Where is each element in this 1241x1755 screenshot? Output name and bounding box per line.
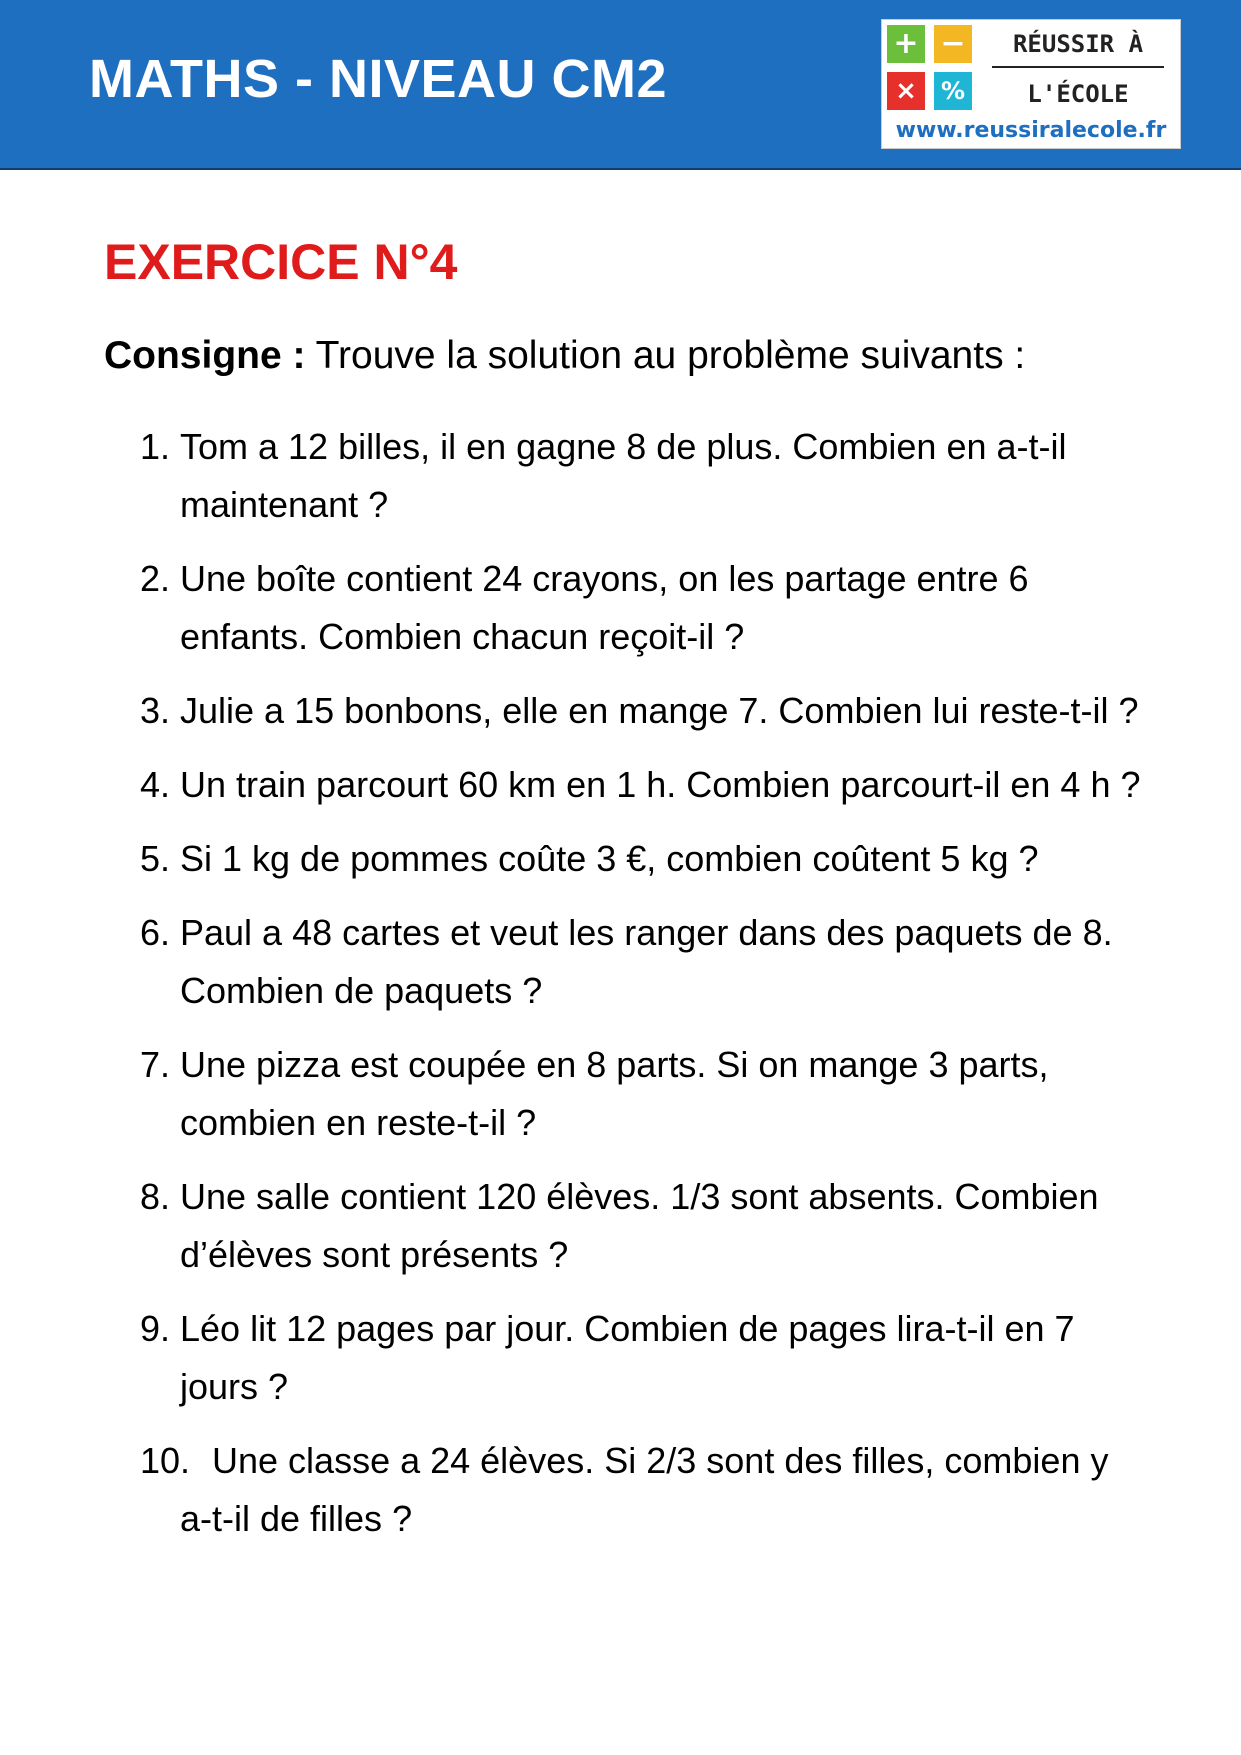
percent-icon: % [934,72,972,110]
problem-item [140,830,1150,888]
problem-item [140,1036,1150,1152]
logo-line-1: RÉUSSIR À [1012,30,1144,58]
problem-number: 3. [140,690,171,731]
problem-number: 4. [140,764,171,805]
problem-list [140,418,1150,1564]
problem-text: Une pizza est coupée en 8 parts. Si on mange 3 parts, combien en reste-t-il ? [180,1044,1049,1143]
problem-number: 9. [140,1308,171,1349]
problem-number: 10. [140,1440,191,1481]
problem-item [140,1168,1150,1284]
problem-number: 2. [140,558,171,599]
instruction-text: Trouve la solution au problème suivants : [315,334,1026,377]
problem-text: Si 1 kg de pommes coûte 3 €, combien coûtent 5 kg ? [180,838,1039,879]
site-logo [881,19,1181,149]
logo-divider [992,66,1164,68]
problem-item [140,1300,1150,1416]
problem-number: 5. [140,838,171,879]
problem-number: 7. [140,1044,171,1085]
problem-text: Un train parcourt 60 km en 1 h. Combien parcourt-il en 4 h ? [180,764,1141,805]
problem-text: Une classe a 24 élèves. Si 2/3 sont des filles, combien y a-t-il de filles ? [180,1440,1109,1539]
instruction-label: Consigne : [104,334,306,377]
problem-text: Julie a 15 bonbons, elle en mange 7. Combien lui reste-t-il ? [180,690,1139,731]
problem-item [140,904,1150,1020]
page-header [0,0,1241,170]
problem-number: 1. [140,426,171,467]
problem-item [140,682,1150,740]
problem-item [140,756,1150,814]
problem-number: 6. [140,912,171,953]
logo-url-link[interactable]: www.reussiralecole.fr [895,118,1167,143]
times-icon: × [887,72,925,110]
problem-text: Une salle contient 120 élèves. 1/3 sont absents. Combien d’élèves sont présents ? [180,1176,1099,1275]
minus-icon: − [934,25,972,63]
problem-text: Une boîte contient 24 crayons, on les partage entre 6 enfants. Combien chacun reçoit-il ? [180,558,1029,657]
logo-line-2: L'ÉCOLE [1027,80,1129,108]
problem-item [140,1432,1150,1548]
problem-text: Paul a 48 cartes et veut les ranger dans des paquets de 8. Combien de paquets ? [180,912,1113,1011]
plus-icon: + [887,25,925,63]
header-title: MATHS - NIVEAU CM2 [89,49,668,109]
problem-number: 8. [140,1176,171,1217]
exercise-title: EXERCICE N°4 [104,234,458,290]
problem-item [140,418,1150,534]
problem-text: Tom a 12 billes, il en gagne 8 de plus. Combien en a-t-il maintenant ? [180,426,1067,525]
problem-text: Léo lit 12 pages par jour. Combien de pages lira-t-il en 7 jours ? [180,1308,1075,1407]
problem-item [140,550,1150,666]
instruction [104,333,1025,380]
